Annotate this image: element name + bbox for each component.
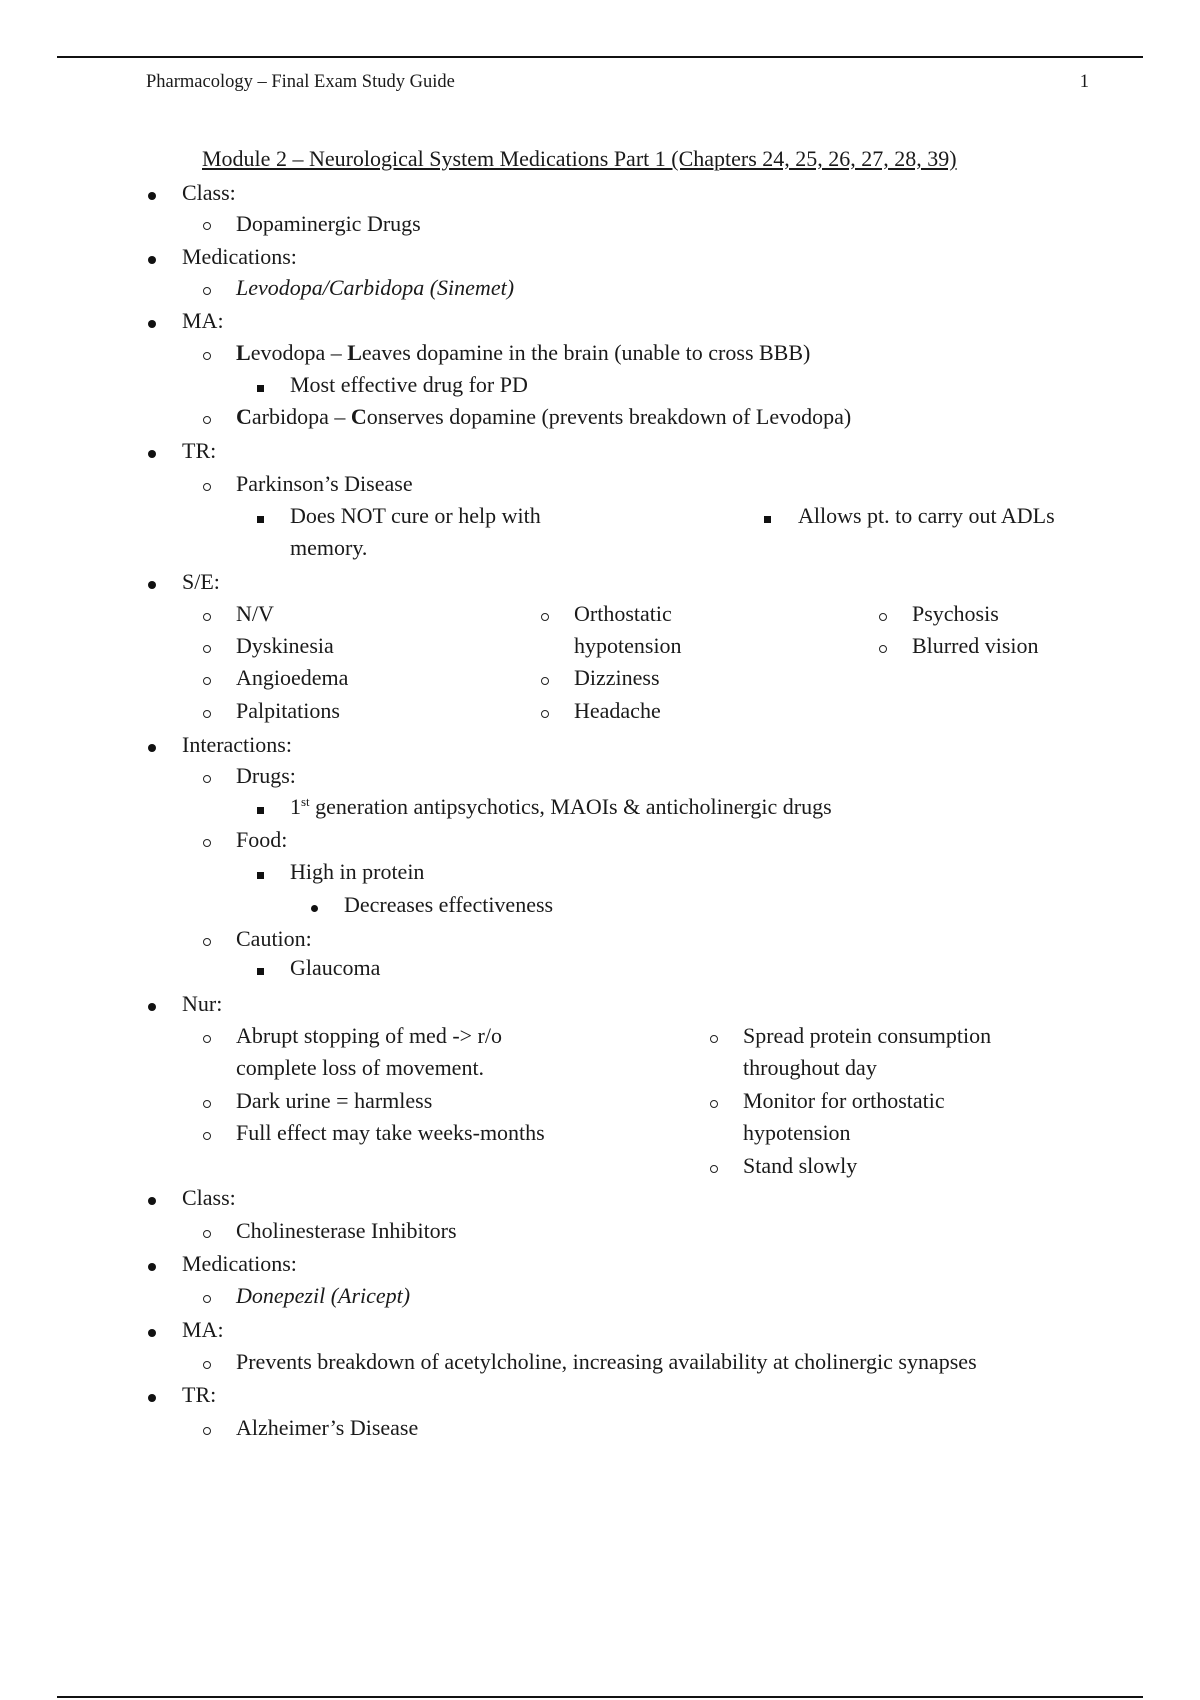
- interactions-label: Interactions:: [182, 732, 292, 757]
- ma-carbidopa-initial-2: C: [350, 404, 367, 429]
- drugs-ordinal: st: [301, 794, 310, 809]
- ma-value-2: Prevents breakdown of acetylcholine, increasing availability at cholinergic synapses: [236, 1349, 977, 1374]
- bullet-icon: [311, 905, 318, 912]
- circle-bullet-icon: [541, 677, 549, 685]
- ma-carbidopa-text2: onserves dopamine (prevents breakdown of Levodopa): [366, 404, 852, 429]
- se-item: Orthostatic: [574, 601, 672, 626]
- nur-right-1b: throughout day: [743, 1055, 877, 1080]
- bullet-icon: [148, 256, 156, 264]
- tr-sub-1a: Does NOT cure or help with: [290, 503, 541, 528]
- food-label: Food:: [236, 827, 288, 852]
- circle-bullet-icon: [203, 677, 211, 685]
- bottom-rule: [57, 1696, 1143, 1698]
- circle-bullet-icon: [203, 222, 211, 230]
- nur-label: Nur:: [182, 991, 223, 1016]
- food-sub: High in protein: [290, 859, 425, 884]
- ma-levodopa-sub: Most effective drug for PD: [290, 372, 528, 397]
- square-bullet-icon: [257, 968, 264, 975]
- tr-label-2: TR:: [182, 1382, 217, 1407]
- ma-levodopa-text2: eaves dopamine in the brain (unable to cross BBB): [361, 340, 811, 365]
- bullet-icon: [148, 1003, 156, 1011]
- drugs-label: Drugs:: [236, 763, 296, 788]
- circle-bullet-icon: [710, 1165, 718, 1173]
- square-bullet-icon: [257, 872, 264, 879]
- bullet-icon: [148, 320, 156, 328]
- ma-levodopa: [236, 337, 810, 369]
- square-bullet-icon: [764, 516, 771, 523]
- nur-right-2a: Monitor for orthostatic: [743, 1088, 945, 1113]
- bullet-icon: [148, 192, 156, 200]
- module-title: Module 2 – Neurological System Medications Part 1 (Chapters 24, 25, 26, 27, 28, 39): [202, 146, 957, 171]
- circle-bullet-icon: [203, 710, 211, 718]
- circle-bullet-icon: [879, 645, 887, 653]
- square-bullet-icon: [257, 385, 264, 392]
- ma-carbidopa: [236, 401, 851, 433]
- circle-bullet-icon: [203, 1427, 211, 1435]
- se-item: Headache: [574, 698, 661, 723]
- nur-left-2: Dark urine = harmless: [236, 1088, 433, 1113]
- circle-bullet-icon: [203, 1132, 211, 1140]
- circle-bullet-icon: [203, 1035, 211, 1043]
- medications-label-2: Medications:: [182, 1251, 297, 1276]
- bullet-icon: [148, 581, 156, 589]
- medication-value: Levodopa/Carbidopa (Sinemet): [236, 275, 515, 300]
- circle-bullet-icon: [203, 613, 211, 621]
- medications-label: Medications:: [182, 244, 297, 269]
- nur-left-1a: Abrupt stopping of med -> r/o: [236, 1023, 502, 1048]
- circle-bullet-icon: [203, 775, 211, 783]
- ma-carbidopa-text1: arbidopa –: [251, 404, 351, 429]
- drugs-number: 1: [290, 794, 301, 819]
- circle-bullet-icon: [203, 287, 211, 295]
- circle-bullet-icon: [710, 1035, 718, 1043]
- bullet-icon: [148, 1329, 156, 1337]
- bullet-icon: [148, 1263, 156, 1271]
- se-label: S/E:: [182, 569, 220, 594]
- bullet-icon: [148, 450, 156, 458]
- circle-bullet-icon: [203, 483, 211, 491]
- nur-right-3: Stand slowly: [743, 1153, 858, 1178]
- se-item: Blurred vision: [912, 633, 1039, 658]
- nur-left-3: Full effect may take weeks-months: [236, 1120, 545, 1145]
- tr-sub-2: Allows pt. to carry out ADLs: [798, 503, 1055, 528]
- se-item: Dizziness: [574, 665, 660, 690]
- circle-bullet-icon: [203, 1230, 211, 1238]
- class-label-2: Class:: [182, 1185, 236, 1210]
- square-bullet-icon: [257, 807, 264, 814]
- class-value-2: Cholinesterase Inhibitors: [236, 1218, 457, 1243]
- se-item-cont: hypotension: [574, 633, 682, 658]
- circle-bullet-icon: [203, 645, 211, 653]
- ma-label-2: MA:: [182, 1317, 224, 1342]
- ma-label: MA:: [182, 308, 224, 333]
- circle-bullet-icon: [203, 416, 211, 424]
- caution-label: Caution:: [236, 926, 312, 951]
- circle-bullet-icon: [203, 352, 211, 360]
- ma-levodopa-text1: evodopa –: [250, 340, 348, 365]
- medication-value-2: Donepezil (Aricept): [236, 1283, 411, 1308]
- ma-levodopa-initial: L: [236, 340, 251, 365]
- tr-value-2: Alzheimer’s Disease: [236, 1415, 419, 1440]
- food-subsub: Decreases effectiveness: [344, 892, 554, 917]
- circle-bullet-icon: [879, 613, 887, 621]
- circle-bullet-icon: [541, 710, 549, 718]
- tr-value: Parkinson’s Disease: [236, 471, 413, 496]
- drugs-text: generation antipsychotics, MAOIs & anticholinergic drugs: [309, 794, 832, 819]
- se-item: Dyskinesia: [236, 633, 334, 658]
- ma-carbidopa-initial: C: [236, 404, 252, 429]
- class-label: Class:: [182, 180, 236, 205]
- square-bullet-icon: [257, 516, 264, 523]
- circle-bullet-icon: [541, 613, 549, 621]
- nur-right-1a: Spread protein consumption: [743, 1023, 992, 1048]
- circle-bullet-icon: [710, 1100, 718, 1108]
- page-number: 1: [1079, 72, 1089, 92]
- se-item: N/V: [236, 601, 274, 626]
- ma-levodopa-initial-2: L: [347, 340, 362, 365]
- circle-bullet-icon: [203, 1295, 211, 1303]
- class-value: Dopaminergic Drugs: [236, 211, 421, 236]
- se-item: Palpitations: [236, 698, 340, 723]
- tr-label: TR:: [182, 438, 217, 463]
- circle-bullet-icon: [203, 1361, 211, 1369]
- caution-sub: Glaucoma: [290, 955, 381, 980]
- nur-right-2b: hypotension: [743, 1120, 851, 1145]
- tr-sub-1b: memory.: [290, 535, 368, 560]
- circle-bullet-icon: [203, 938, 211, 946]
- bullet-icon: [148, 744, 156, 752]
- se-item: Psychosis: [912, 601, 999, 626]
- drugs-value: [290, 791, 832, 823]
- header-title: Pharmacology – Final Exam Study Guide: [146, 72, 455, 92]
- bullet-icon: [148, 1197, 156, 1205]
- se-item: Angioedema: [236, 665, 349, 690]
- bullet-icon: [148, 1394, 156, 1402]
- nur-left-1b: complete loss of movement.: [236, 1055, 485, 1080]
- circle-bullet-icon: [203, 839, 211, 847]
- circle-bullet-icon: [203, 1100, 211, 1108]
